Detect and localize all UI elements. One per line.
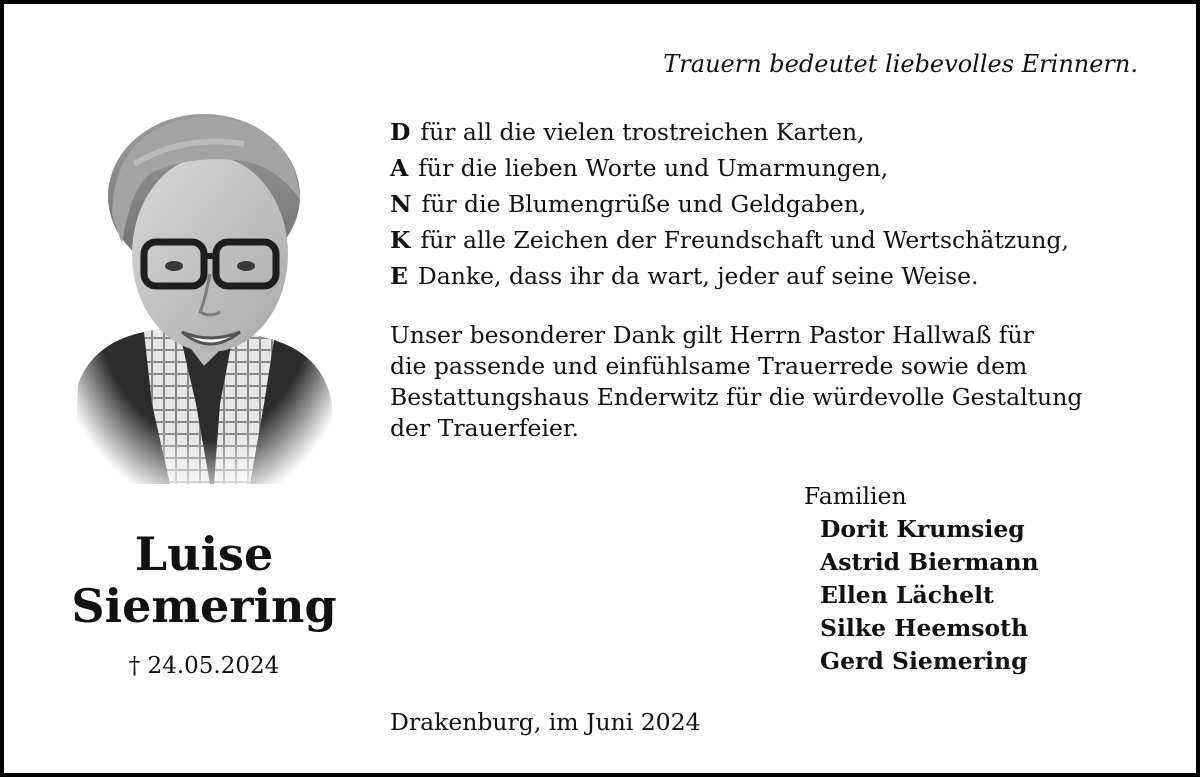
motto: Trauern bedeutet liebevolles Erinnern. bbox=[663, 50, 1138, 78]
portrait-photo bbox=[74, 104, 336, 484]
place-and-date: Drakenburg, im Juni 2024 bbox=[390, 708, 701, 736]
acrostic-row bbox=[390, 222, 1069, 258]
family-member: Astrid Biermann bbox=[820, 548, 1039, 576]
death-date: † 24.05.2024 bbox=[128, 653, 280, 679]
acrostic-text: für die lieben Worte und Umarmungen, bbox=[418, 154, 889, 182]
family-member: Dorit Krumsieg bbox=[820, 515, 1025, 543]
family-member: Ellen Lächelt bbox=[820, 581, 994, 609]
deceased-name bbox=[44, 528, 364, 632]
acrostic-row bbox=[390, 150, 1069, 186]
families-block bbox=[804, 480, 1039, 678]
acrostic-letter: K bbox=[390, 226, 411, 254]
acrostic-row bbox=[390, 258, 1069, 294]
acrostic-letter: A bbox=[390, 154, 409, 182]
thanks-line: der Trauerfeier. bbox=[390, 414, 579, 442]
thanks-paragraph bbox=[390, 320, 1160, 444]
acrostic-letter: E bbox=[390, 262, 408, 290]
family-member: Gerd Siemering bbox=[820, 647, 1028, 675]
acrostic-text: für alle Zeichen der Freundschaft und Wertschätzung, bbox=[420, 226, 1069, 254]
thanks-line: die passende und einfühlsame Trauerrede sowie dem bbox=[390, 352, 1028, 380]
acrostic-text: für die Blumengrüße und Geldgaben, bbox=[421, 190, 867, 218]
acrostic-text: für all die vielen trostreichen Karten, bbox=[420, 118, 865, 146]
acrostic-text: Danke, dass ihr da wart, jeder auf seine Weise. bbox=[417, 262, 979, 290]
thanks-line: Unser besonderer Dank gilt Herrn Pastor Hallwaß für bbox=[390, 321, 1034, 349]
acrostic-letter: D bbox=[390, 118, 411, 146]
acrostic-row bbox=[390, 114, 1069, 150]
deceased-first-name: Luise bbox=[134, 527, 274, 581]
thanks-line: Bestattungshaus Enderwitz für die würdevolle Gestaltung bbox=[390, 383, 1083, 411]
acrostic-letter: N bbox=[390, 190, 412, 218]
acrostic-list bbox=[390, 114, 1069, 294]
deceased-last-name: Siemering bbox=[71, 579, 337, 633]
families-label: Familien bbox=[804, 482, 907, 510]
acrostic-row bbox=[390, 186, 1069, 222]
family-member: Silke Heemsoth bbox=[820, 614, 1029, 642]
